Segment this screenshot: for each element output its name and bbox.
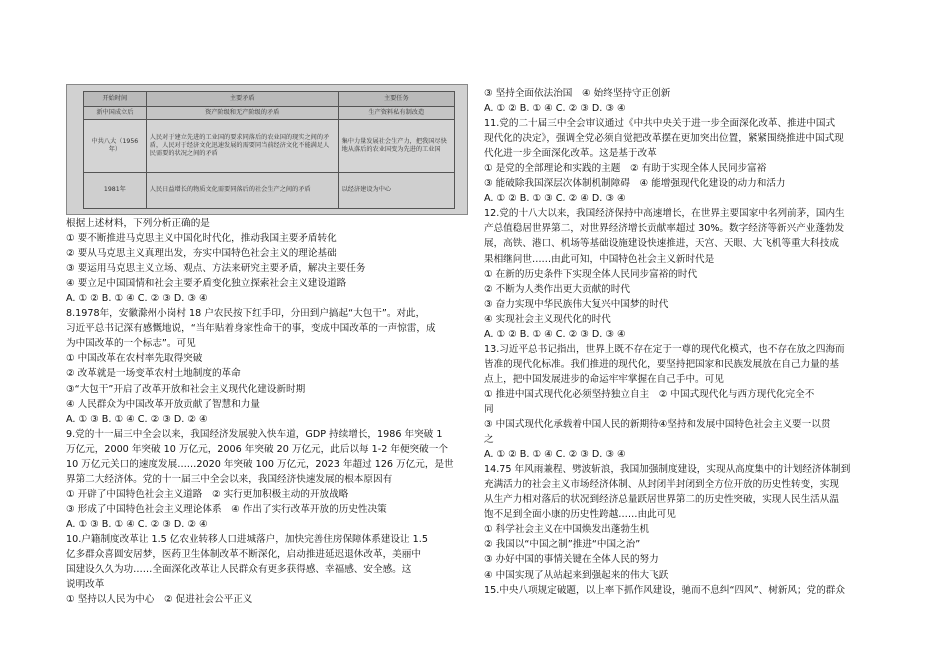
text-line: 展，高铁、港口、机场等基础设施建设快速推进，天宫、天眼、大飞机等重大科技成 [484, 238, 839, 250]
text-line: 习近平总书记深有感慨地说，“当年贴着身家性命干的事，变成中国改革的一声惊雷，成 [66, 323, 436, 335]
text-line: ③ 要运用马克思主义立场、观点、方法来研究主要矛盾，解决主要任务 [66, 263, 366, 275]
text-line: 说明改革 [66, 579, 105, 591]
left-column [66, 216, 471, 607]
table-row [84, 172, 455, 208]
text-line: 点上，把中国发展进步的命运牢牢掌握在自己手中。可见 [484, 373, 724, 385]
material-table [83, 91, 455, 209]
text-line: ② 不断为人类作出更大贡献的时代 [484, 283, 630, 295]
text-line: ③ 中国式现代化承载着中国人民的新期待④坚持和发展中国特色社会主义要一以贯 [484, 419, 831, 431]
text-line: 代化进一步全面深化改革。这是基于改革 [484, 148, 657, 160]
table-cell: 资产阶级和无产阶级的矛盾 [146, 107, 338, 120]
table-header-row [84, 92, 455, 107]
text-line: 13.习近平总书记指出，世界上既不存在定于一尊的现代化模式，也不存在放之四海而 [484, 343, 845, 355]
text-line: A. ① ② B. ① ③ C. ② ④ D. ③ ④ [484, 193, 626, 205]
text-line: ③ 形成了中国特色社会主义理论体系 ④ 作出了实行改革开放的历史性决策 [66, 503, 387, 515]
text-line: ④ 要立足中国国情和社会主要矛盾变化独立探索社会主义建设道路 [66, 278, 347, 290]
text-line: ③ 坚持全面依法治国 ④ 始终坚持守正创新 [484, 88, 671, 99]
text-line: 8.1978年，安徽滁州小岗村 18 户农民按下红手印，分田到户搞起“大包干”。对此， [66, 308, 426, 320]
text-line: A. ① ② B. ① ④ C. ② ③ D. ③ ④ [66, 293, 208, 305]
text-line: ① 推进中国式现代化必须坚持独立自主 ② 中国式现代化与西方现代化完全不 [484, 388, 815, 400]
right-column [484, 86, 894, 598]
text-line: ③ 能破除我国深层次体制机制障碍 ④ 能增强现代化建设的动力和活力 [484, 178, 786, 190]
text-line: A. ① ② B. ① ④ C. ② ③ D. ③ ④ [484, 103, 626, 115]
text-line: ① 是党的全部理论和实践的主题 ② 有助于实现全体人民同步富裕 [484, 163, 767, 175]
text-line: 12.党的十八大以来，我国经济保持中高速增长，在世界主要国家中名列前茅，国内生 [484, 208, 845, 220]
text-line: ③ 奋力实现中华民族伟大复兴中国梦的时代 [484, 298, 669, 310]
text-line: ① 坚持以人民为中心 ② 促进社会公平正义 [66, 594, 253, 606]
table-cell: 中共八大（1956年） [84, 120, 147, 172]
text-line: ③“大包干”开启了改革开放和社会主义现代化建设新时期 [66, 383, 306, 395]
text-line: ① 开辟了中国特色社会主义道路 ② 实行更加积极主动的开放战略 [66, 488, 349, 500]
table-row [84, 120, 455, 172]
text-line: A. ① ② B. ① ④ C. ② ③ D. ③ ④ [484, 449, 626, 461]
text-line: ④ 实现社会主义现代化的时代 [484, 313, 611, 325]
table-cell: 人民日益增长的物质文化需要同落后的社会生产之间的矛盾 [146, 172, 338, 208]
table-cell: 1981年 [84, 172, 147, 208]
text-line: 从生产力相对落后的状况到经济总量跃居世界第二的历史性突破，实现人民生活从温 [484, 494, 839, 506]
text-line: 界第二大经济体。党的十一届三中全会以来，我国经济快速发展的根本原因有 [66, 473, 393, 485]
text-line: A. ① ③ B. ① ④ C. ② ③ D. ② ④ [66, 518, 208, 530]
table-cell: 集中力量发展社会生产力，把我国尽快地从落后的农业国变为先进的工业国 [338, 120, 454, 172]
text-line: 万亿元，2000 年突破 10 万亿元，2006 年突破 20 万亿元，此后以每 1-2 年便突破一个 [66, 443, 448, 455]
text-line: 10 万亿元关口的速度发展……2020 年突破 100 万亿元，2023 年超过 126 万亿元，是世 [66, 458, 454, 470]
table-cell: 人民对于建立先进的工业国的要求同落后的农业国的现实之间的矛盾，人民对于经济文化迅速发展的需要同当前经济文化不能满足人民需要的状况之间的矛盾 [146, 120, 338, 172]
text-line: 产总值稳居世界第二，对世界经济增长贡献率超过 30%。数字经济等新兴产业蓬勃发 [484, 223, 845, 235]
text-line: A. ① ③ B. ① ④ C. ② ③ D. ② ④ [66, 413, 208, 425]
table-header-cell: 开始时间 [84, 92, 147, 107]
text-line: ② 改革就是一场变革农村土地制度的革命 [66, 368, 241, 380]
text-line: 皆准的现代化标准。我们推进的现代化，要坚持把国家和民族发展放在自己力量的基 [484, 358, 839, 370]
text-line: ③ 办好中国的事情关键在全体人民的努力 [484, 554, 659, 566]
text-line: 9.党的十一届三中全会以来，我国经济发展驶入快车道，GDP 持续增长，1986 年突破 1 [66, 428, 443, 440]
text-line: ② 要从马克思主义真理出发，夯实中国特色社会主义的理论基础 [66, 248, 337, 260]
table-header-cell: 主要任务 [338, 92, 454, 107]
table-cell: 生产资料私有制改造 [338, 107, 454, 120]
table-header-cell: 主要矛盾 [146, 92, 338, 107]
text-line: 现代化的决定》，强调全党必须自觉把改革摆在更加突出位置，紧紧围绕推进中国式现 [484, 133, 844, 145]
text-line: ① 在新的历史条件下实现全体人民同步富裕的时代 [484, 268, 698, 280]
table-cell: 以经济建设为中心 [338, 172, 454, 208]
text-line: 亿多群众喜圆安居梦，医药卫生体制改革不断深化，启动推进延迟退休改革，美丽中 [66, 549, 421, 561]
text-line: 14.75 年风雨兼程、劈波斩浪，我国加强制度建设，实现从高度集中的计划经济体制到 [484, 464, 851, 476]
text-line: 15.中央八项规定破题，以上率下抓作风建设，驰而不息纠“四风”、树新风；党的群众 [484, 584, 845, 596]
text-line: ① 中国改革在农村率先取得突破 [66, 353, 203, 365]
text-line: 充满活力的社会主义市场经济体制、从封闭半封闭到全方位开放的历史性转变，实现 [484, 479, 839, 491]
text-line: ② 我国以“中国之制”推进“中国之治” [484, 539, 641, 551]
text-line: 为中国改革的一个标志”。可见 [66, 338, 196, 350]
text-line: 果相继问世……由此可知，中国特色社会主义新时代是 [484, 253, 715, 265]
text-line: 11.党的二十届三中全会审议通过《中共中央关于进一步全面深化改革、推进中国式 [484, 118, 836, 130]
text-line: ① 科学社会主义在中国焕发出蓬勃生机 [484, 524, 650, 536]
text-line: A. ① ② B. ① ④ C. ② ③ D. ③ ④ [484, 328, 626, 340]
material-table-photo [66, 84, 468, 215]
text-line: ④ 中国实现了从站起来到强起来的伟大飞跃 [484, 569, 669, 581]
table-cell: 新中国成立后 [84, 107, 147, 120]
text-line: 饱不足到全面小康的历史性跨越……由此可见 [484, 509, 676, 521]
text-line: 根据上述材料，下列分析正确的是 [66, 218, 210, 229]
text-line: 国建设久久为功……全面深化改革让人民群众有更多获得感、幸福感、安全感。这 [66, 564, 412, 576]
text-line: 同 [484, 403, 494, 415]
text-line: 之 [484, 434, 494, 446]
text-line: ④ 人民群众为中国改革开放贡献了智慧和力量 [66, 398, 260, 410]
text-line: ① 要不断推进马克思主义中国化时代化，推动我国主要矛盾转化 [66, 233, 337, 245]
text-line: 10.户籍制度改革让 1.5 亿农业转移人口进城落户，加快完善住房保障体系建设让 1.5 [66, 533, 428, 545]
table-row [84, 107, 455, 120]
